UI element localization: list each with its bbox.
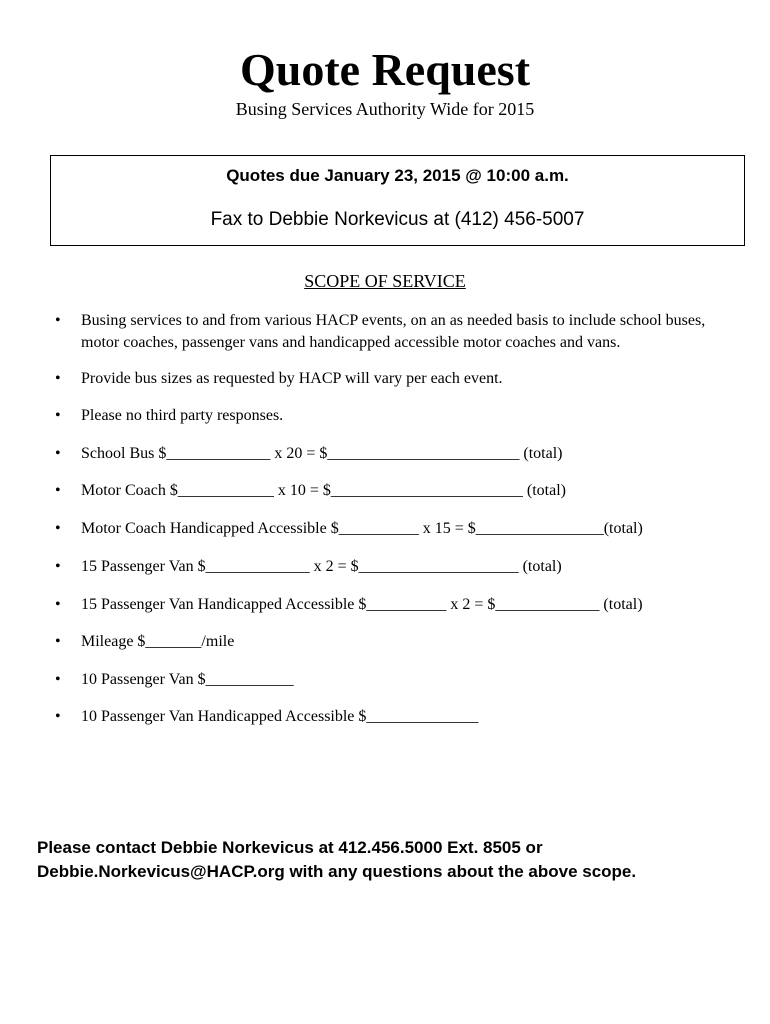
list-item-text: Mileage $_______/mile bbox=[81, 633, 235, 650]
bullet-icon: • bbox=[55, 370, 61, 387]
contact-note bbox=[37, 836, 737, 884]
list-item-text: Provide bus sizes as requested by HACP will vary per each event. bbox=[81, 370, 503, 387]
bullet-icon: • bbox=[55, 708, 61, 725]
deadline-box bbox=[50, 155, 745, 246]
list-item-text: 10 Passenger Van Handicapped Accessible $______________ bbox=[81, 708, 479, 725]
fax-instruction-text: Fax to Debbie Norkevicus at (412) 456-5007 bbox=[210, 209, 585, 230]
quotes-due-text: Quotes due January 23, 2015 @ 10:00 a.m. bbox=[226, 166, 569, 185]
list-item-text: 10 Passenger Van $___________ bbox=[81, 671, 294, 688]
list-item-text: Motor Coach $____________ x 10 = $________________________ (total) bbox=[81, 482, 566, 499]
bullet-icon: • bbox=[55, 520, 61, 537]
bullet-icon: • bbox=[55, 558, 61, 575]
bullet-icon: • bbox=[55, 407, 61, 424]
bullet-icon: • bbox=[55, 482, 61, 499]
list-item-text: School Bus $_____________ x 20 = $________________________ (total) bbox=[81, 445, 563, 462]
contact-line-2: Debbie.Norkevicus@HACP.org with any questions about the above scope. bbox=[37, 862, 637, 881]
list-item-text: 15 Passenger Van $_____________ x 2 = $____________________ (total) bbox=[81, 558, 562, 575]
scope-heading: SCOPE OF SERVICE bbox=[304, 271, 466, 291]
list-item-text: Motor Coach Handicapped Accessible $__________ x 15 = $________________(total) bbox=[81, 520, 643, 537]
list-item-text: Please no third party responses. bbox=[81, 407, 284, 424]
list-item-text: 15 Passenger Van Handicapped Accessible $__________ x 2 = $_____________ (total) bbox=[81, 596, 643, 613]
bullet-icon: • bbox=[55, 445, 61, 462]
contact-line-1: Please contact Debbie Norkevicus at 412.456.5000 Ext. 8505 or bbox=[37, 838, 543, 857]
page-title: Quote Request bbox=[239, 44, 531, 95]
bullet-icon: • bbox=[55, 312, 61, 329]
bullet-icon: • bbox=[55, 596, 61, 613]
bullet-icon: • bbox=[55, 671, 61, 688]
bullet-icon: • bbox=[55, 633, 61, 650]
page-subtitle: Busing Services Authority Wide for 2015 bbox=[235, 99, 535, 119]
list-item-text: Busing services to and from various HACP events, on an as needed basis to include school buses, motor coaches, passenger vans and handicapped accessible motor coaches and vans. bbox=[81, 312, 706, 351]
